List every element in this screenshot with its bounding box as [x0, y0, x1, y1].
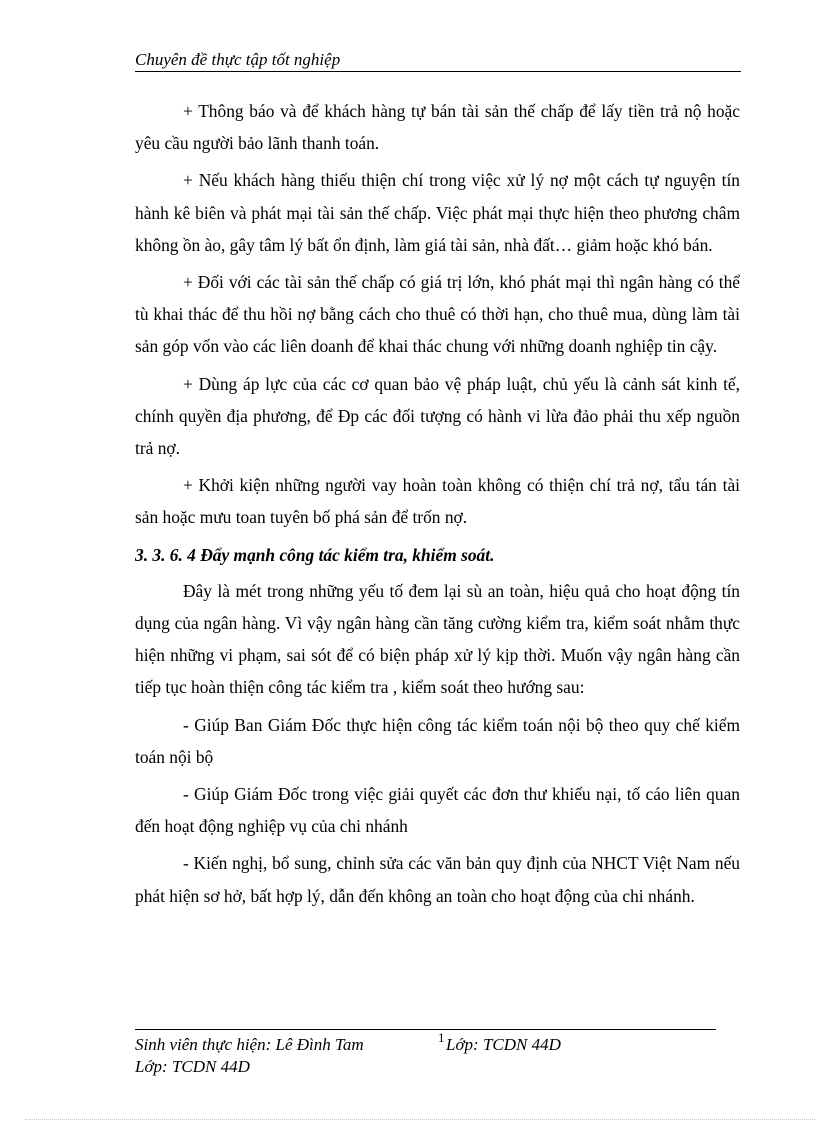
footer-student-block: [135, 1034, 364, 1078]
section-heading: 3. 3. 6. 4 Đẩy mạnh công tác kiểm tra, khiểm soát.: [135, 544, 495, 565]
footer-class-left: Lớp: TCDN 44D: [135, 1057, 250, 1076]
paragraph-legal-pressure: + Dùng áp lực của các cơ quan bảo vệ pháp luật, chủ yếu là cảnh sát kinh tế, chính quyền địa phương, để Ðp các đối tượng có hành vi lừa đảo phải thu xếp nguồn trả nợ.: [135, 373, 740, 459]
paragraph-inspection-intro: Đây là mét trong những yếu tố đem lại sù an toàn, hiệu quả cho hoạt động tín dụng của ngân hàng. Vì vậy ngân hàng cần tăng cường kiểm tra, kiểm soát nhằm thực hiện những vi phạm, sai sót để có biện pháp xử lý kịp thời. Muốn vậy ngân hàng cần tiếp tục hoàn thiện công tác kiểm tra , kiểm soát theo hướng sau:: [135, 580, 740, 698]
header-divider: [135, 71, 741, 72]
paragraph-internal-audit: - Giúp Ban Giám Đốc thực hiện công tác kiểm toán nội bộ theo quy chế kiểm toán nội bộ: [135, 714, 740, 767]
footer-student-name: Sinh viên thực hiện: Lê Đình Tam: [135, 1035, 364, 1054]
paragraph-lawsuit: + Khởi kiện những người vay hoàn toàn không có thiện chí trả nợ, tẩu tán tài sản hoặc mưu toan tuyên bố phá sản để trốn nợ.: [135, 475, 740, 528]
page-bottom-edge: [25, 1119, 815, 1120]
paragraph-complaints: - Giúp Giám Đốc trong việc giải quyết các đơn thư khiếu nại, tố cáo liên quan đến hoạt động nghiệp vụ của chi nhánh: [135, 784, 740, 837]
paragraph-large-assets: + Đối với các tài sản thế chấp có giá trị lớn, khó phát mại thì ngân hàng có thể tù khai thác để thu hồi nợ bằng cách cho thuê có thời hạn, cho thuê mua, dùng làm tài sản góp vốn vào các liên doanh để khai thác chung với những doanh nghiệp tin cậy.: [135, 272, 740, 357]
footer-page-number: 1: [438, 1030, 445, 1045]
header-title: Chuyên đề thực tập tốt nghiệp: [135, 50, 341, 69]
paragraph-seize-collateral: + Nếu khách hàng thiếu thiện chí trong việc xử lý nợ một cách tự nguyện tín hành kê biên và phát mại tài sản thế chấp. Việc phát mại thực hiện theo phương châm không ồn ào, gây tâm lý bất ổn định, làm giá tài sản, nhà đất… giảm hoặc khó bán.: [135, 170, 740, 255]
paragraph-recommendations: - Kiến nghị, bổ sung, chỉnh sửa các văn bản quy định của NHCT Việt Nam nếu phát hiện sơ hở, bất hợp lý, dẫn đến không an toàn cho hoạt động của chi nhánh.: [135, 853, 740, 906]
body-text: [135, 95, 740, 917]
footer-class-right: Lớp: TCDN 44D: [446, 1035, 561, 1054]
paragraph-sell-collateral: + Thông báo và để khách hàng tự bán tài sản thế chấp để lấy tiền trả nộ hoặc yêu cầu người bảo lãnh thanh toán.: [135, 101, 740, 154]
footer-divider: [135, 1029, 716, 1030]
